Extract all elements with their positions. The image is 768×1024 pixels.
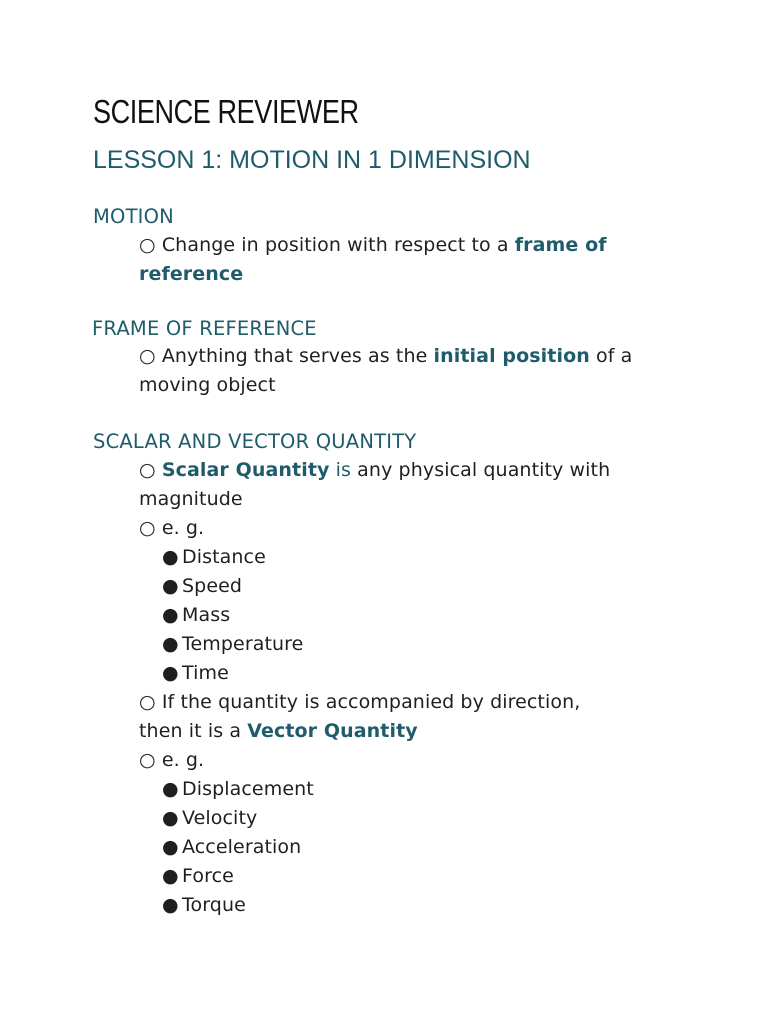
list-item-label: Torque — [182, 894, 246, 916]
bullet-icon: ● — [162, 894, 179, 916]
section-heading-scalar-vector: SCALAR AND VECTOR QUANTITY — [93, 430, 417, 453]
motion-definition-line-2 — [139, 260, 243, 289]
section-heading-motion: MOTION — [93, 205, 174, 228]
list-item — [162, 775, 314, 804]
list-item — [162, 833, 301, 862]
list-item-label: Acceleration — [182, 836, 302, 858]
list-item-label: Temperature — [182, 633, 304, 655]
scalar-circle-bullet: ○ — [139, 459, 162, 481]
vector-term: Vector Quantity — [247, 720, 418, 742]
bullet-icon: ● — [162, 546, 179, 568]
motion-term-frame-of: frame of — [514, 234, 607, 256]
bullet-icon: ● — [162, 604, 179, 626]
scalar-eg-label: ○ e. g. — [139, 517, 205, 539]
list-item-label: Velocity — [182, 807, 258, 829]
list-item — [162, 601, 230, 630]
list-item-label: Displacement — [182, 778, 314, 800]
bullet-icon: ● — [162, 865, 179, 887]
list-item-label: Speed — [182, 575, 243, 597]
bullet-icon: ● — [162, 807, 179, 829]
list-item — [162, 543, 266, 572]
list-item — [162, 572, 242, 601]
frame-term-initial-position: initial position — [433, 345, 590, 367]
vector-definition-line-2 — [139, 717, 418, 746]
document-title: SCIENCE REVIEWER — [93, 93, 359, 130]
list-item-label: Force — [182, 865, 234, 887]
bullet-icon: ● — [162, 778, 179, 800]
vector-eg-label: ○ e. g. — [139, 749, 205, 771]
scalar-definition-line-2: magnitude — [139, 488, 243, 510]
lesson-title: LESSON 1: MOTION IN 1 DIMENSION — [93, 146, 531, 174]
section-heading-frame-of-reference: FRAME OF REFERENCE — [92, 317, 317, 340]
frame-definition-line-2: moving object — [139, 374, 276, 396]
frame-definition-suffix: of a — [589, 345, 633, 367]
motion-term-reference: reference — [139, 263, 244, 285]
list-item-label: Mass — [182, 604, 231, 626]
list-item — [162, 630, 303, 659]
frame-definition-text: ○ Anything that serves as the — [139, 345, 434, 367]
motion-definition-text: ○ Change in position with respect to a — [139, 234, 515, 256]
vector-definition-line-1: ○ If the quantity is accompanied by direction, — [139, 691, 581, 713]
bullet-icon: ● — [162, 836, 179, 858]
bullet-icon: ● — [162, 662, 179, 684]
motion-definition-line-1 — [139, 231, 607, 260]
list-item — [162, 804, 257, 833]
list-item-label: Distance — [182, 546, 266, 568]
scalar-term: Scalar Quantity — [161, 459, 330, 481]
list-item — [162, 659, 229, 688]
list-item — [162, 891, 246, 920]
bullet-icon: ● — [162, 575, 179, 597]
scalar-definition-line-1 — [139, 456, 610, 485]
bullet-icon: ● — [162, 633, 179, 655]
list-item-label: Time — [182, 662, 229, 684]
vector-definition-text: then it is a — [139, 720, 248, 742]
scalar-is-word: is — [329, 459, 352, 481]
scalar-definition-text: any physical quantity with — [351, 459, 611, 481]
frame-definition-line-1 — [139, 342, 632, 371]
list-item — [162, 862, 234, 891]
